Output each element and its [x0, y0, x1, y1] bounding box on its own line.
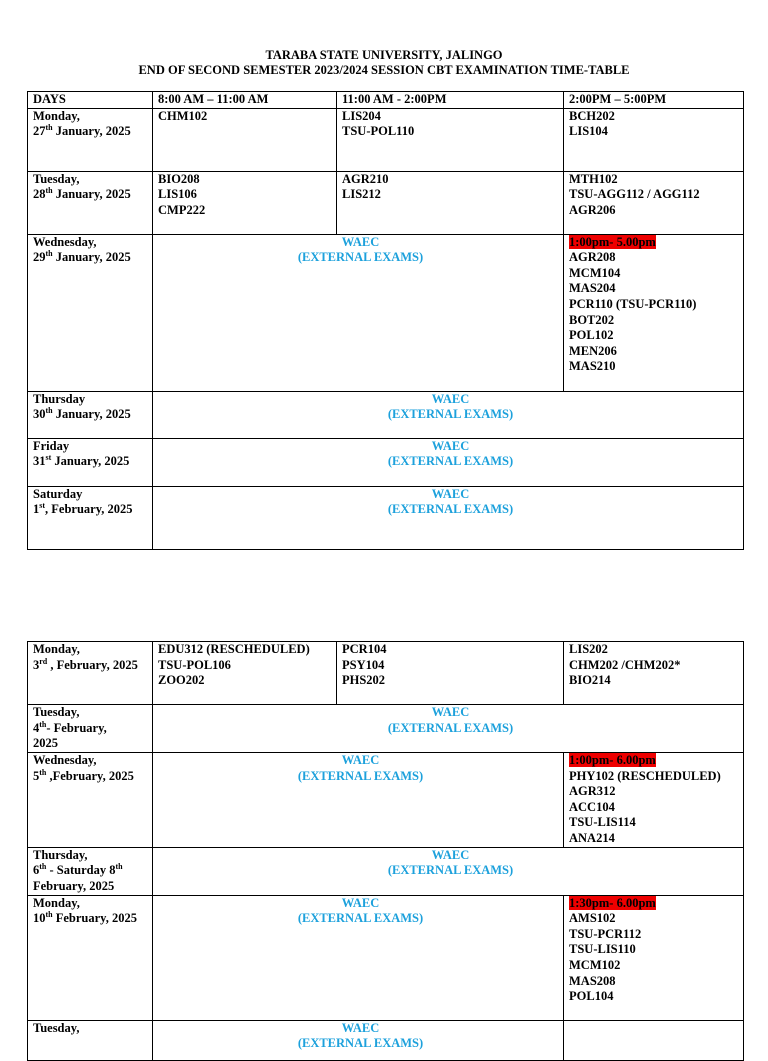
external-exam-cell: WAEC (EXTERNAL EXAMS) — [153, 753, 564, 848]
external-exam-cell: WAEC (EXTERNAL EXAMS) — [153, 705, 744, 753]
table-row — [28, 391, 744, 438]
time-note-highlight: 1:00pm- 6.00pm — [569, 753, 656, 767]
course-cell — [564, 1020, 744, 1060]
day-cell: Tuesday, 28th January, 2025 — [28, 171, 153, 234]
day-cell: Thursday, 6th - Saturday 8th February, 2025 — [28, 847, 153, 895]
table-row — [28, 1020, 744, 1060]
course-cell: BCH202 LIS104 — [564, 108, 744, 171]
time-note-highlight: 1:30pm- 6.00pm — [569, 895, 656, 910]
day-cell: Monday, 27th January, 2025 — [28, 108, 153, 171]
external-exam-cell: WAEC (EXTERNAL EXAMS) — [153, 486, 744, 549]
course-cell: CHM102 — [153, 108, 337, 171]
day-cell: Saturday 1st, February, 2025 — [28, 486, 153, 549]
course-cell: AGR210 LIS212 — [337, 171, 564, 234]
column-header-slot-3: 2:00PM – 5:00PM — [564, 92, 744, 109]
external-exam-cell: WAEC (EXTERNAL EXAMS) — [153, 438, 744, 486]
external-exam-cell: WAEC (EXTERNAL EXAMS) — [153, 895, 564, 1020]
university-name: TARABA STATE UNIVERSITY, JALINGO — [265, 48, 503, 62]
course-cell: EDU312 (RESCHEDULED) TSU-POL106 ZOO202 — [153, 642, 337, 705]
day-cell: Wednesday, 5th ,February, 2025 — [28, 753, 153, 848]
timetable-table-2 — [27, 641, 744, 1061]
course-cell: MTH102 TSU-AGG112 / AGG112 AGR206 — [564, 171, 744, 234]
table-row — [28, 108, 744, 171]
table-row — [28, 171, 744, 234]
day-cell: Wednesday, 29th January, 2025 — [28, 234, 153, 391]
external-exam-cell: WAEC (EXTERNAL EXAMS) — [153, 391, 744, 438]
external-exam-cell: WAEC (EXTERNAL EXAMS) — [153, 234, 564, 391]
time-note-highlight: 1:00pm- 5.00pm — [569, 234, 656, 249]
table-row — [28, 438, 744, 486]
column-header-slot-2: 11:00 AM - 2:00PM — [337, 92, 564, 109]
course-cell: 1:30pm- 6.00pm AMS102 TSU-PCR112 TSU-LIS110 MCM102 MAS208 POL104 — [564, 895, 744, 1020]
table-row — [28, 847, 744, 895]
table-row — [28, 642, 744, 705]
external-exam-cell: WAEC (EXTERNAL EXAMS) — [153, 847, 744, 895]
column-header-days: DAYS — [28, 92, 153, 109]
table-row — [28, 753, 744, 848]
course-cell: BIO208 LIS106 CMP222 — [153, 171, 337, 234]
day-cell: Friday 31st January, 2025 — [28, 438, 153, 486]
course-cell: LIS204 TSU-POL110 — [337, 108, 564, 171]
external-exam-cell: WAEC (EXTERNAL EXAMS) — [153, 1020, 564, 1060]
column-header-slot-1: 8:00 AM – 11:00 AM — [153, 92, 337, 109]
course-cell: LIS202 CHM202 /CHM202* BIO214 — [564, 642, 744, 705]
table-row — [28, 705, 744, 753]
day-cell: Thursday 30th January, 2025 — [28, 391, 153, 438]
day-cell: Monday, 3rd , February, 2025 — [28, 642, 153, 705]
course-cell: 1:00pm- 6.00pm PHY102 (RESCHEDULED) AGR312 ACC104 TSU-LIS114 ANA214 — [564, 753, 744, 848]
day-cell: Tuesday, — [28, 1020, 153, 1060]
table-row — [28, 234, 744, 391]
course-cell: 1:00pm- 5.00pm AGR208 MCM104 MAS204 PCR110 (TSU-PCR110) BOT202 POL102 MEN206 MAS210 — [564, 234, 744, 391]
course-cell: PCR104 PSY104 PHS202 — [337, 642, 564, 705]
day-cell: Monday, 10th February, 2025 — [28, 895, 153, 1020]
day-cell: Tuesday, 4th- February, 2025 — [28, 705, 153, 753]
table-row — [28, 486, 744, 549]
table-row — [28, 895, 744, 1020]
timetable-table-1 — [27, 91, 744, 550]
timetable-subtitle: END OF SECOND SEMESTER 2023/2024 SESSION CBT EXAMINATION TIME-TABLE — [138, 63, 630, 77]
header-row — [28, 92, 744, 109]
